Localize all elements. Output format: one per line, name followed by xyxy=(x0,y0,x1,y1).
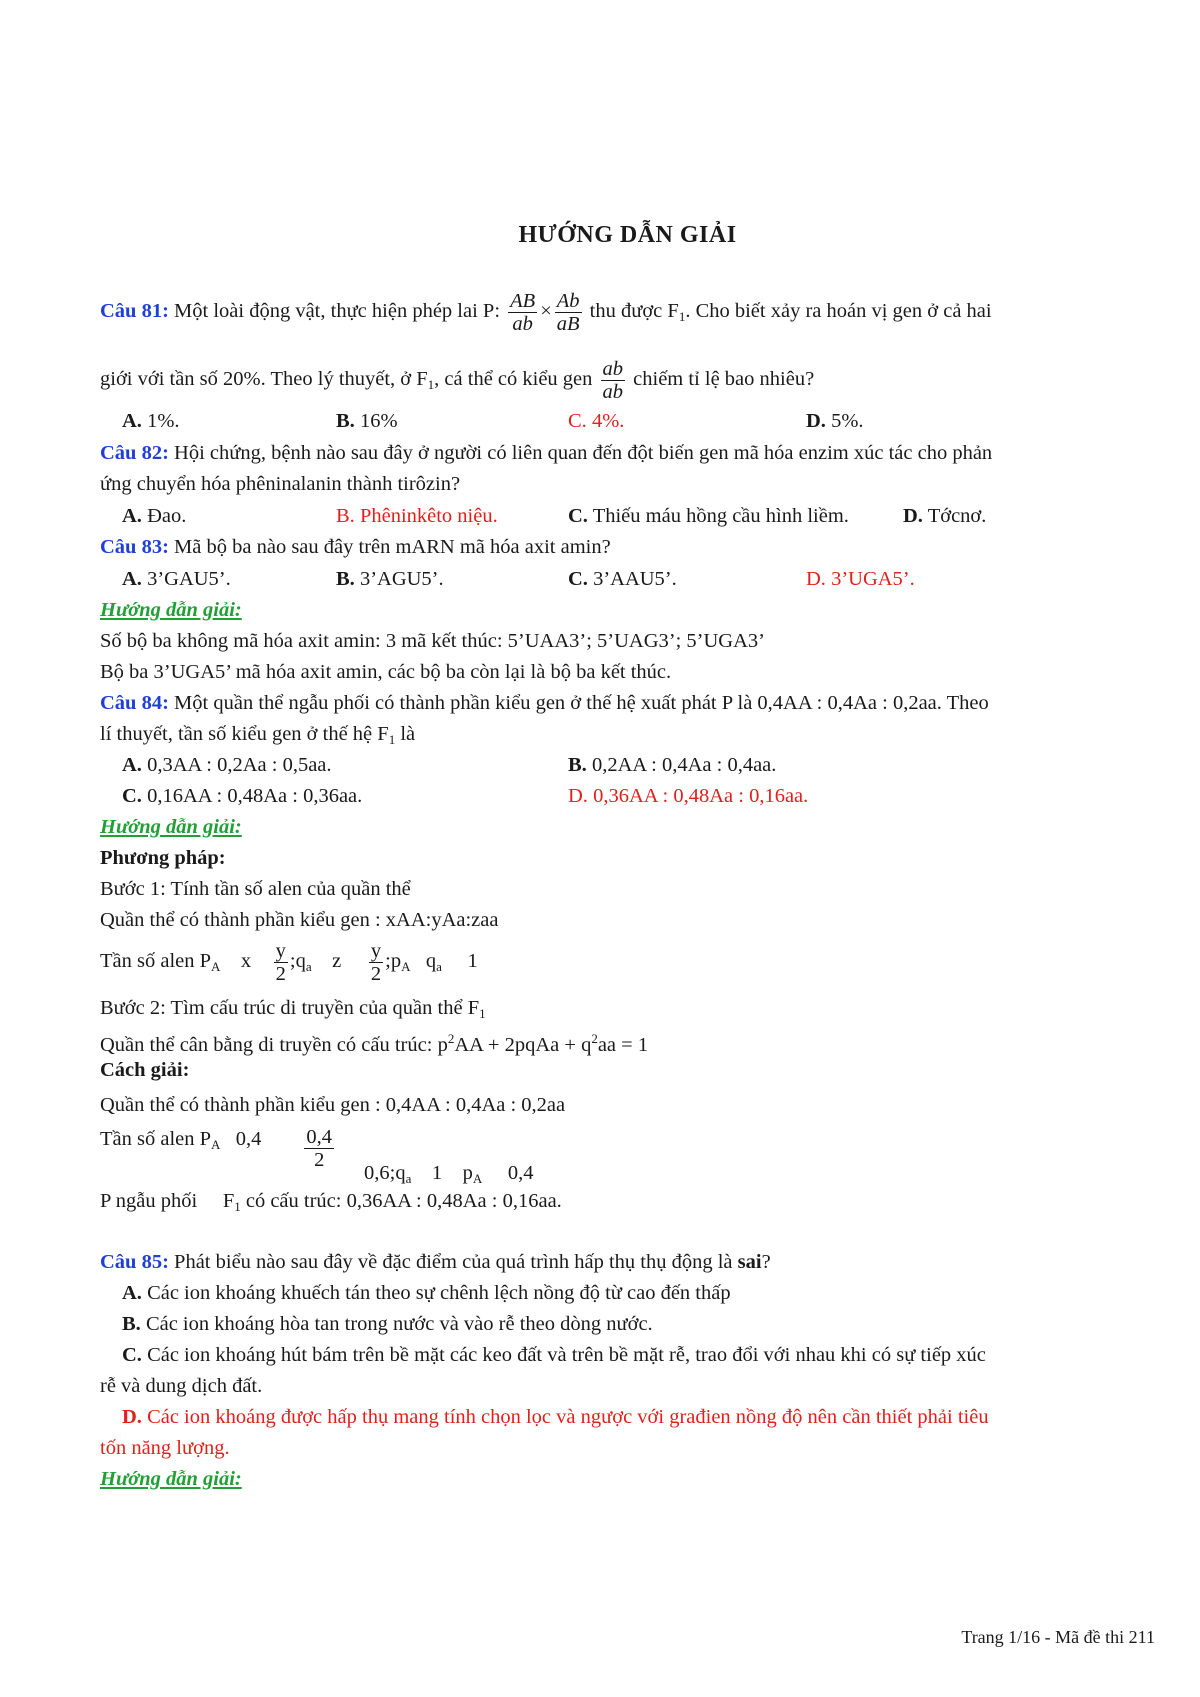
q84-calc-result: $0,6;q_a$ 1 $p_A$ 0,4 xyxy=(364,1162,534,1186)
q82-option-d: D. Tớcnơ. xyxy=(903,505,987,527)
q85-line1: Câu 85: Phát biểu nào sau đây về đặc điểm của quá trình hấp thụ thụ động là sai? xyxy=(100,1251,771,1273)
q84-allele-frequency-formula: Tần số alen $P_A$ x $\frac{y}{2}$ $;q_a$ z $\frac{y}{2}$ $;p_A$ $q_a$ 1 xyxy=(100,940,478,985)
q84-option-c: C. 0,16AA : 0,48Aa : 0,36aa. xyxy=(122,785,363,807)
q84-composition: Quần thể có thành phần kiểu gen : xAA:yAa:zaa xyxy=(100,909,499,931)
page-title: HƯỚNG DẪN GIẢI xyxy=(518,222,737,248)
q84-solve-heading: Cách giải: xyxy=(100,1059,190,1081)
q84-step1: Bước 1: Tính tần số alen của quần thể xyxy=(100,878,411,900)
q85-option-a: A. Các ion khoáng khuếch tán theo sự chênh lệch nồng độ từ cao đến thấp xyxy=(122,1282,731,1304)
q83-option-c: C. 3’AAU5’. xyxy=(568,568,677,590)
q85-option-b: B. Các ion khoáng hòa tan trong nước và vào rễ theo dòng nước. xyxy=(122,1313,653,1335)
q81-option-b: B. 16% xyxy=(336,410,398,432)
q85-option-d-cont: tốn năng lượng. xyxy=(100,1437,230,1459)
q83-option-d-answer: D. 3’UGA5’. xyxy=(806,568,915,590)
q84-composition-given: Quần thể có thành phần kiểu gen : 0,4AA : 0,4Aa : 0,2aa xyxy=(100,1094,566,1116)
q82-line2: ứng chuyển hóa phêninalanin thành tirôzin? xyxy=(100,473,461,495)
q84-calc-line: Tần số alen $P_A$ 0,4 $\frac{0,4}{2}$ xyxy=(100,1126,333,1171)
fraction-Ab-aB: $\frac{Ab}{aB}$ xyxy=(556,290,580,335)
q84-line2: lí thuyết, tần số kiểu gen ở thế hệ $F_1$ là xyxy=(100,723,416,747)
q82-option-c: C. Thiếu máu hồng cầu hình liềm. xyxy=(568,505,849,527)
q81-option-a: A. 1%. xyxy=(122,410,180,432)
q85-guide-heading: Hướng dẫn giải: xyxy=(100,1468,242,1490)
fraction-AB-ab: $\frac{AB}{ab}$ xyxy=(510,290,536,335)
q82-option-b-answer: B. Phêninkêto niệu. xyxy=(336,505,498,527)
q81-line1: Câu 81: Một loài động vật, thực hiện phép lai P: $\frac{AB}{ab}$ × $\frac{Ab}{aB}$ thu được $F_1$. Cho biết xảy ra hoán vị gen ở cả hai xyxy=(100,290,992,335)
q84-guide-heading: Hướng dẫn giải: xyxy=(100,816,242,838)
q83-option-a: A. 3’GAU5’. xyxy=(122,568,231,590)
q84-option-a: A. 0,3AA : 0,2Aa : 0,5aa. xyxy=(122,754,332,776)
q83-option-b: B. 3’AGU5’. xyxy=(336,568,444,590)
q83-solution-1: Số bộ ba không mã hóa axit amin: 3 mã kết thúc: 5’UAA3’; 5’UAG3’; 5’UGA3’ xyxy=(100,630,765,652)
q84-option-d-answer: D. 0,36AA : 0,48Aa : 0,16aa. xyxy=(568,785,809,807)
q84-step2: Bước 2: Tìm cấu trúc di truyền của quần thể $F_1$ xyxy=(100,997,486,1021)
q84-method-heading: Phương pháp: xyxy=(100,847,226,869)
q83-solution-2: Bộ ba 3’UGA5’ mã hóa axit amin, các bộ ba còn lại là bộ ba kết thúc. xyxy=(100,661,672,683)
q82-line1: Câu 82: Hội chứng, bệnh nào sau đây ở người có liên quan đến đột biến gen mã hóa enzim xúc tác cho phản xyxy=(100,442,993,464)
page-footer: Trang 1/16 - Mã đề thi 211 xyxy=(961,1627,1155,1647)
q85-option-d-answer: D. Các ion khoáng được hấp thụ mang tính chọn lọc và ngược với građien nồng độ nên cần thiết phải tiêu xyxy=(122,1406,989,1428)
q84-equilibrium-equation: Quần thể cân bằng di truyền có cấu trúc: $p^2AA$ + 2pqAa + $q^2aa = 1$ xyxy=(100,1031,649,1056)
q81-option-c-answer: C. 4%. xyxy=(568,410,625,432)
q81-option-d: D. 5%. xyxy=(806,410,864,432)
q82-option-a: A. Đao. xyxy=(122,505,187,527)
q84-line1: Câu 84: Một quần thể ngẫu phối có thành phần kiểu gen ở thế hệ xuất phát P là 0,4AA : 0,4Aa : 0,2aa. Theo xyxy=(100,692,989,714)
q83-guide-heading: Hướng dẫn giải: xyxy=(100,599,242,621)
document-page xyxy=(100,0,1155,1697)
q85-option-c: C. Các ion khoáng hút bám trên bề mặt các keo đất và trên bề mặt rễ, trao đổi với nhau khi có sự tiếp xúc xyxy=(122,1344,986,1366)
fraction-ab-ab: $\frac{ab}{ab}$ xyxy=(602,358,624,403)
q84-final: P ngẫu phối $F_1$ có cấu trúc: 0,36AA : 0,48Aa : 0,16aa. xyxy=(100,1190,562,1214)
q84-option-b: B. 0,2AA : 0,4Aa : 0,4aa. xyxy=(568,754,777,776)
q83-line1: Câu 83: Mã bộ ba nào sau đây trên mARN mã hóa axit amin? xyxy=(100,536,611,558)
q81-label: Câu 81: xyxy=(100,300,169,323)
q81-line2: giới với tần số 20%. Theo lý thuyết, ở $F_1$, cá thể có kiểu gen $\frac{ab}{ab}$ chiếm tỉ lệ bao nhiêu? xyxy=(100,358,815,403)
q85-option-c-cont: rễ và dung dịch đất. xyxy=(100,1375,263,1397)
